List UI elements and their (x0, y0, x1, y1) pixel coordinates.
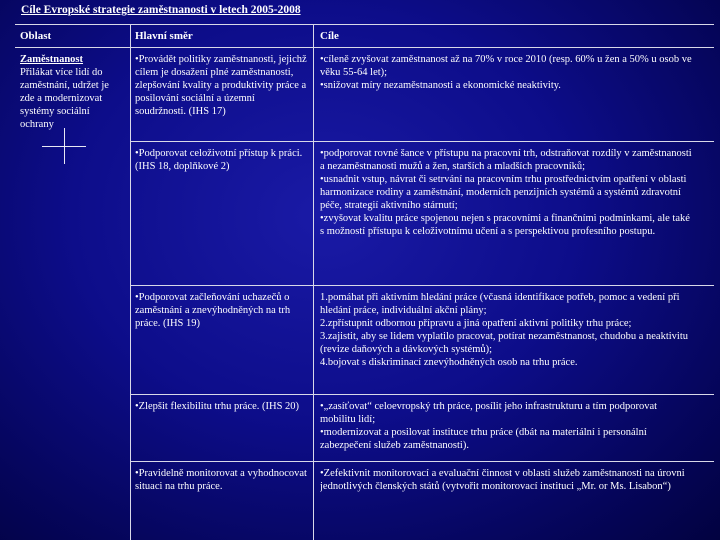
direction-row-1: •Provádět politiky zaměstnanosti, jejichž cílem je dosažení plné zaměstnanosti, zlepšování kvality a produktivity práce a posilování sociální a územní soudržnosti. (IHS 17) (135, 54, 307, 117)
goals-row-5 (320, 467, 692, 493)
goal-item: •podporovat rovné šance v přístupu na pracovní trh, odstraňovat rozdíly v zaměstnanosti a nezaměstnanosti mužů a žen, starších a mladších pracovníků; (320, 148, 692, 172)
header-cile: Cíle (320, 30, 339, 42)
table-header-divider (15, 47, 714, 48)
goal-item: 1.pomáhat při aktivním hledání práce (včasná identifikace potřeb, pomoc a vedení při hledání práce, individuální akční plány; (320, 292, 680, 316)
goal-item: •cíleně zvyšovat zaměstnanost až na 70% v roce 2010 (resp. 60% u žen a 50% u osob ve věku 55-64 let); (320, 54, 692, 78)
goals-row-3 (320, 291, 692, 369)
oblast-name: Zaměstnanost (20, 54, 84, 65)
goal-item: 3.zajistit, aby se lidem vyplatilo pracovat, potírat nezaměstnanost, chudobu a neaktivitu (revize daňových a dávkových systémů); (320, 331, 688, 355)
goal-item: •„zasíťovat“ celoevropský trh práce, posílit jeho infrastrukturu a tím podporovat mobilitu lidí; (320, 401, 658, 425)
table-border-top (15, 24, 714, 25)
goal-item: 2.zpřístupnit odbornou přípravu a jiná opatření aktivní politiky trhu práce; (320, 318, 632, 329)
row-divider-3 (130, 394, 714, 395)
goals-row-4 (320, 400, 692, 452)
goal-item: •Zefektivnit monitorovací a evaluační činnost v oblasti služeb zaměstnanosti na úrovni jednotlivých členských států (vytvořit monitorovací instituci „Mr. or Ms. Lisabon“) (320, 468, 685, 492)
goal-item: •snižovat míry nezaměstnanosti a ekonomické neaktivity. (320, 80, 561, 91)
goals-row-1 (320, 53, 710, 92)
header-hlavni-smer: Hlavní směr (135, 30, 193, 42)
decorative-cross-vertical (64, 128, 65, 164)
direction-row-4: •Zlepšit flexibilitu trhu práce. (IHS 20) (135, 401, 300, 412)
direction-row-2: •Podporovat celoživotní přístup k práci. (IHS 18, doplňkové 2) (135, 148, 303, 172)
goal-item: •usnadnit vstup, návrat či setrvání na pracovním trhu prostřednictvím opatření v oblasti harmonizace rodiny a zaměstnání, moderních penzijních systémů a systémů zdravotní péče, strategií aktivního stárnutí; (320, 174, 687, 211)
direction-row-3: •Podporovat začleňování uchazečů o zaměstnání a znevýhodněných na trh práce. (IHS 19) (135, 292, 291, 329)
goal-item: •zvyšovat kvalitu práce spojenou nejen s pracovními a finančními podmínkami, ale také s možností přístupu k celoživotnímu učení a s perspektivou profesního postupu. (320, 213, 690, 237)
slide-title: Cíle Evropské strategie zaměstnanosti v letech 2005-2008 (21, 4, 301, 16)
goal-item: 4.bojovat s diskriminací znevýhodněných osob na trhu práce. (320, 357, 578, 368)
column-divider-2 (313, 24, 314, 540)
row-divider-4 (130, 461, 714, 462)
header-oblast: Oblast (20, 30, 52, 42)
goals-row-2 (320, 147, 692, 238)
row-divider-1 (130, 141, 714, 142)
row-divider-2 (130, 285, 714, 286)
oblast-description: Přilákat více lidí do zaměstnání, udržet je zde a modernizovat systémy sociální ochrany (20, 67, 109, 130)
direction-row-5: •Pravidelně monitorovat a vyhodnocovat situaci na trhu práce. (135, 468, 307, 492)
column-divider-1 (130, 24, 131, 540)
goal-item: •modernizovat a posilovat instituce trhu práce (dbát na materiální i personální zabezpečení služeb zaměstnanosti). (320, 427, 647, 451)
